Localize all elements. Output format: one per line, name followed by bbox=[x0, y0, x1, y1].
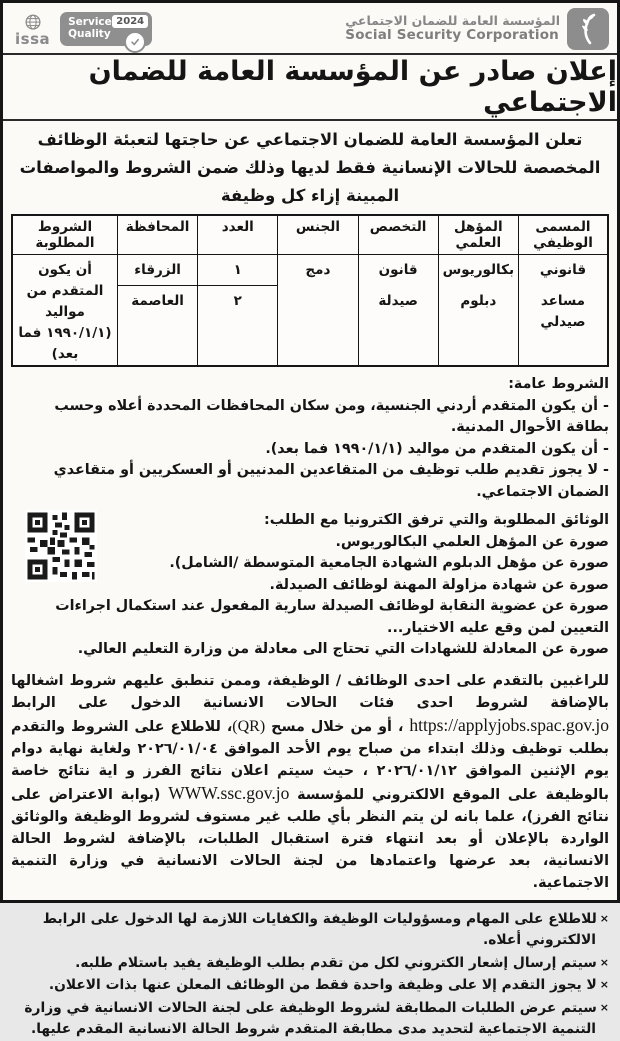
qr-code bbox=[25, 510, 97, 590]
cell-qualifications bbox=[438, 255, 518, 365]
document-body bbox=[3, 121, 617, 1041]
note-item bbox=[11, 908, 609, 952]
governorate-1: الزرقاء bbox=[118, 255, 197, 286]
header-governorate: المحافظة bbox=[117, 216, 197, 254]
badge-year: 2024 bbox=[112, 15, 148, 28]
documents-section bbox=[11, 510, 609, 661]
badge-quality-label: Quality bbox=[68, 28, 111, 40]
intro-paragraph: تعلن المؤسسة العامة للضمان الاجتماعي عن حاجتها لتعبئة الوظائف المخصصة للحالات الإنسانية فقط لديها وذلك ضمن الشروط والمواصفات المبينة إزاء كل وظيفة bbox=[19, 130, 601, 205]
note-text: سيتم إرسال إشعار الكتروني لكل من تقدم بطلب الوظيفة يفيد باستلام طلبه. bbox=[75, 954, 597, 971]
document-item: صورة عن المعادلة للشهادات التي تحتاج الى معادلة من وزارة التعليم العالي. bbox=[77, 641, 609, 657]
header-gender: الجنس bbox=[277, 216, 357, 254]
note-item bbox=[11, 952, 609, 975]
cell-conditions: أن يكون المتقدم من مواليد (١٩٩٠/١/١ فما بعد) bbox=[18, 262, 112, 362]
note-text: للاطلاع على المهام ومسؤوليات الوظيفة والكفايات اللازمة لها الدخول على الرابط الالكتروني أعلاه. bbox=[42, 910, 597, 949]
x-bullet-icon: × bbox=[599, 1000, 609, 1014]
x-bullet-icon: × bbox=[599, 955, 609, 969]
job-title-2: مساعد صيدلي bbox=[540, 293, 586, 330]
document-item: صورة عن عضوية النقابة لوظائف الصيدلة سارية المفعول عند استكمال اجراءات التعيين لمن وقع عليه الاختيار... bbox=[55, 598, 609, 636]
cell-specializations bbox=[358, 255, 438, 365]
qualification-2: دبلوم bbox=[460, 293, 497, 309]
note-item bbox=[11, 997, 609, 1041]
general-conditions-section bbox=[11, 374, 609, 503]
service-quality-badge bbox=[60, 12, 152, 46]
job-title-1: قانوني bbox=[539, 262, 587, 278]
page-header bbox=[3, 3, 617, 55]
qr-label: (QR) bbox=[232, 717, 266, 735]
apply-text-3: ، للاطلاع على الشروط والتقدم بطلب توظيف وذلك ابتداء من صباح يوم الأحد الموافق ٢٠٢٦/٠١/٠٤ ولغاية نهاية دوام يوم الإثنين الموافق ٢٠٢٦/٠١/١٢ ، حيث سيتم اعلان نتائج الفرز و اية نتائج خاصة بالوظيفة على الموقع الالكتروني للمؤسسة bbox=[11, 718, 609, 803]
table-header-row bbox=[13, 216, 607, 255]
count-2: ٢ bbox=[233, 293, 242, 309]
governorate-2: العاصمة bbox=[131, 293, 184, 309]
header-conditions: الشروط المطلوبة bbox=[35, 219, 95, 251]
page-title: إعلان صادر عن المؤسسة العامة للضمان الاجتماعي bbox=[88, 56, 617, 118]
badge-service-label: Service bbox=[68, 16, 112, 29]
wheat-logo-icon bbox=[567, 8, 609, 50]
title-row bbox=[3, 55, 617, 121]
jobs-table bbox=[11, 214, 609, 367]
application-paragraph bbox=[11, 670, 609, 894]
cell-gender: دمج bbox=[277, 255, 357, 365]
note-text: سيتم عرض الطلبات المطابقة لشروط الوظيفة على لجنة الحالات الانسانية في وزارة التنمية الاجتماعية لتحديد مدى مطابقة المتقدم شروط الحالة الانسانية المقدم عليها. bbox=[24, 999, 597, 1038]
header-job-title: المسمى الوظيفي bbox=[518, 216, 607, 254]
cell-job-titles bbox=[518, 255, 607, 365]
document-item: صورة عن شهادة مزاولة المهنة لوظائف الصيدلة. bbox=[269, 576, 609, 593]
issa-logo bbox=[15, 12, 50, 47]
table-data-row bbox=[13, 255, 607, 365]
header-count: العدد bbox=[197, 216, 277, 254]
issa-label: issa bbox=[15, 29, 51, 48]
general-condition-item: - أن يكون المتقدم من مواليد (١٩٩٠/١/١ فما بعد). bbox=[265, 440, 609, 457]
apply-text-1: للراغبين بالتقدم على احدى الوظائف / الوظيفة، وممن تنطبق عليهم شروط اشغالها بالإضافة لشروط احدى فئات الحالات الانسانية الدخول على الرابط bbox=[11, 672, 609, 711]
apply-text-4: (بوابة الاعتراض على نتائج الفرز)، علما بانه لن يتم النظر بأي طلب غير مستوف لشروط الوظيفة والوثائق الواردة بالإعلان أو بعد انتهاء فترة استقبال الطلبات، بالإضافة لشروط الحالة الانسانية، بعد عرضها واعتمادها من لجنة الحالات الانسانية في وزارة التنمية الاجتماعية. bbox=[11, 786, 609, 891]
general-condition-item: - لا يجوز تقديم طلب توظيف من المتقاعدين المدنيين أو العسكريين أو متقاعدي الضمان الاجتماعي. bbox=[53, 462, 609, 500]
org-logo-block bbox=[345, 8, 609, 50]
document-item: صورة عن مؤهل الدبلوم الشهادة الجامعية المتوسطة /الشامل). bbox=[169, 555, 609, 571]
cell-governorates bbox=[117, 255, 197, 365]
specialization-2: صيدلة bbox=[378, 293, 418, 309]
cell-counts bbox=[197, 255, 277, 365]
x-bullet-icon: × bbox=[599, 911, 609, 925]
badge-text bbox=[64, 17, 112, 40]
x-bullet-icon: × bbox=[599, 978, 609, 992]
qualification-1: بكالوريوس bbox=[442, 262, 515, 278]
org-names bbox=[345, 14, 560, 44]
header-specialization: التخصص bbox=[358, 216, 438, 254]
org-name-english: Social Security Corporation bbox=[345, 27, 559, 44]
general-condition-item: - أن يكون المتقدم أردني الجنسية، ومن سكان المحافظات المحددة أعلاه وحسب بطاقة الأحوال المدنية. bbox=[54, 397, 609, 435]
note-text: لا يجوز التقدم إلا على وظيفة واحدة فقط من الوظائف المعلن عنها بذات الاعلان. bbox=[48, 977, 597, 994]
note-item bbox=[11, 974, 609, 997]
count-1: ١ bbox=[198, 255, 277, 286]
documents-title: الوثائق المطلوبة والتي ترفق الكترونيا مع الطلب: bbox=[264, 512, 609, 528]
document-item: صورة عن المؤهل العلمي البكالوريوس. bbox=[335, 533, 609, 550]
general-conditions-title: الشروط عامة: bbox=[508, 376, 609, 392]
check-icon bbox=[124, 31, 146, 53]
apply-text-2: ، أو من خلال مسح bbox=[265, 718, 410, 735]
specialization-1: قانون bbox=[378, 262, 418, 278]
ssc-website-url: WWW.ssc.gov.jo bbox=[168, 782, 290, 803]
header-qualification: المؤهل العلمي bbox=[438, 216, 518, 254]
org-name-arabic: المؤسسة العامة للضمان الاجتماعي bbox=[345, 13, 560, 29]
notes-section bbox=[11, 908, 609, 1041]
apply-jobs-url: https://applyjobs.spac.gov.jo bbox=[409, 714, 609, 735]
